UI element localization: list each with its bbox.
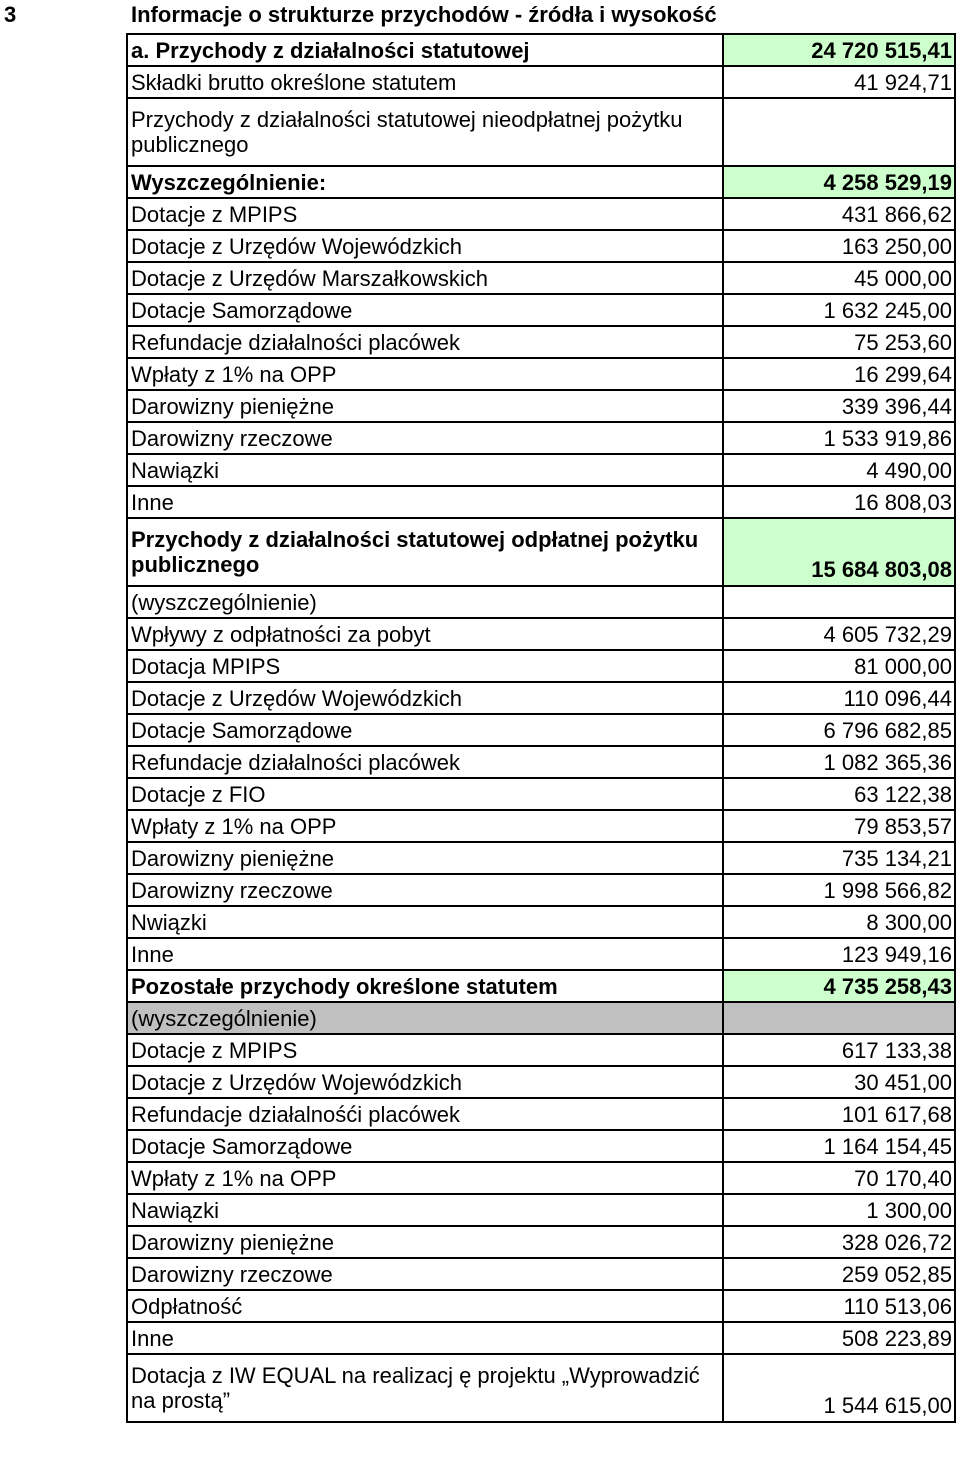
row-label: a. Przychody z działalności statutowej	[127, 34, 723, 66]
table-row	[127, 1066, 955, 1098]
row-label: Wyszczególnienie:	[127, 166, 723, 198]
table-row	[127, 1258, 955, 1290]
table-row	[127, 230, 955, 262]
row-value: 123 949,16	[723, 938, 955, 970]
row-value: 1 998 566,82	[723, 874, 955, 906]
table-row	[127, 198, 955, 230]
row-label: Dotacje z Urzędów Wojewódzkich	[127, 682, 723, 714]
table-row	[127, 874, 955, 906]
table-row	[127, 1290, 955, 1322]
row-label: Inne	[127, 938, 723, 970]
row-value: 24 720 515,41	[723, 34, 955, 66]
row-label: Odpłatność	[127, 1290, 723, 1322]
row-label: Dotacje z MPIPS	[127, 1034, 723, 1066]
row-label: Dotacje Samorządowe	[127, 294, 723, 326]
table-row	[127, 970, 955, 1002]
row-label: Refundacje działalności placówek	[127, 326, 723, 358]
row-value: 259 052,85	[723, 1258, 955, 1290]
row-label: Wpływy z odpłatności za pobyt	[127, 618, 723, 650]
table-row	[127, 938, 955, 970]
row-value: 8 300,00	[723, 906, 955, 938]
row-value: 4 605 732,29	[723, 618, 955, 650]
row-value: 110 513,06	[723, 1290, 955, 1322]
row-value: 1 544 615,00	[723, 1354, 955, 1422]
table-row	[127, 1322, 955, 1354]
row-label: Pozostałe przychody określone statutem	[127, 970, 723, 1002]
table-row	[127, 390, 955, 422]
row-label: Darowizny pieniężne	[127, 390, 723, 422]
row-value: 1 164 154,45	[723, 1130, 955, 1162]
row-label: Dotacje z Urzędów Marszałkowskich	[127, 262, 723, 294]
table-row	[127, 294, 955, 326]
table-row	[127, 810, 955, 842]
row-value: 735 134,21	[723, 842, 955, 874]
row-value: 328 026,72	[723, 1226, 955, 1258]
row-value: 63 122,38	[723, 778, 955, 810]
table-row	[127, 422, 955, 454]
row-value: 16 299,64	[723, 358, 955, 390]
row-value: 30 451,00	[723, 1066, 955, 1098]
row-value: 163 250,00	[723, 230, 955, 262]
row-label: Dotacje Samorządowe	[127, 714, 723, 746]
row-label: Nawiązki	[127, 454, 723, 486]
row-value: 110 096,44	[723, 682, 955, 714]
row-value: 431 866,62	[723, 198, 955, 230]
table-row	[127, 1162, 955, 1194]
row-value: 81 000,00	[723, 650, 955, 682]
table-row	[127, 166, 955, 198]
row-value: 41 924,71	[723, 66, 955, 98]
table-row	[127, 714, 955, 746]
row-label: Wpłaty z 1% na OPP	[127, 1162, 723, 1194]
table-row	[127, 66, 955, 98]
row-value: 70 170,40	[723, 1162, 955, 1194]
table-row	[127, 326, 955, 358]
table-row	[127, 586, 955, 618]
row-label: Składki brutto określone statutem	[127, 66, 723, 98]
row-value	[723, 1002, 955, 1034]
table-row	[127, 1034, 955, 1066]
section-number: 3	[4, 2, 17, 27]
row-label: Dotacje z FIO	[127, 778, 723, 810]
table-row	[127, 746, 955, 778]
table-row	[127, 1226, 955, 1258]
row-label: (wyszczególnienie)	[127, 1002, 723, 1034]
table-row	[127, 1098, 955, 1130]
row-value: 101 617,68	[723, 1098, 955, 1130]
table-row	[127, 1194, 955, 1226]
revenue-table	[126, 33, 956, 1423]
row-label: Dotacje Samorządowe	[127, 1130, 723, 1162]
table-row	[127, 1130, 955, 1162]
row-label: Darowizny pieniężne	[127, 1226, 723, 1258]
row-value: 339 396,44	[723, 390, 955, 422]
table-row	[127, 1002, 955, 1034]
row-label: Przychody z działalności statutowej nieodpłatnej pożytku publicznego	[127, 98, 723, 166]
row-label: Przychody z działalności statutowej odpłatnej pożytku publicznego	[127, 518, 723, 586]
table-row	[127, 358, 955, 390]
row-label: (wyszczególnienie)	[127, 586, 723, 618]
row-label: Darowizny pieniężne	[127, 842, 723, 874]
row-label: Darowizny rzeczowe	[127, 1258, 723, 1290]
table-row	[127, 1354, 955, 1422]
row-label: Inne	[127, 486, 723, 518]
section-title: Informacje o strukturze przychodów - źródła i wysokość	[131, 2, 717, 27]
table-row	[127, 262, 955, 294]
row-value: 1 300,00	[723, 1194, 955, 1226]
table-row	[127, 682, 955, 714]
row-label: Refundacje działalności placówek	[127, 746, 723, 778]
row-value: 4 735 258,43	[723, 970, 955, 1002]
row-value: 1 533 919,86	[723, 422, 955, 454]
row-label: Dotacje z MPIPS	[127, 198, 723, 230]
row-value: 617 133,38	[723, 1034, 955, 1066]
table-row	[127, 618, 955, 650]
row-label: Dotacje z Urzędów Wojewódzkich	[127, 1066, 723, 1098]
row-label: Darowizny rzeczowe	[127, 422, 723, 454]
row-label: Nawiązki	[127, 1194, 723, 1226]
table-row	[127, 842, 955, 874]
row-label: Inne	[127, 1322, 723, 1354]
table-row	[127, 454, 955, 486]
table-row	[127, 98, 955, 166]
row-label: Nwiązki	[127, 906, 723, 938]
table-row	[127, 34, 955, 66]
row-value: 1 632 245,00	[723, 294, 955, 326]
row-label: Dotacje z Urzędów Wojewódzkich	[127, 230, 723, 262]
table-row	[127, 650, 955, 682]
row-label: Wpłaty z 1% na OPP	[127, 810, 723, 842]
row-value: 75 253,60	[723, 326, 955, 358]
row-value	[723, 98, 955, 166]
table-row	[127, 778, 955, 810]
row-label: Wpłaty z 1% na OPP	[127, 358, 723, 390]
row-value	[723, 586, 955, 618]
row-label: Dotacja z IW EQUAL na realizacj ę projektu „Wyprowadzić na prostą”	[127, 1354, 723, 1422]
row-value: 508 223,89	[723, 1322, 955, 1354]
row-value: 6 796 682,85	[723, 714, 955, 746]
row-value: 79 853,57	[723, 810, 955, 842]
row-value: 16 808,03	[723, 486, 955, 518]
row-value: 1 082 365,36	[723, 746, 955, 778]
row-label: Dotacja MPIPS	[127, 650, 723, 682]
table-row	[127, 486, 955, 518]
row-value: 45 000,00	[723, 262, 955, 294]
row-label: Darowizny rzeczowe	[127, 874, 723, 906]
row-value: 15 684 803,08	[723, 518, 955, 586]
revenue-table-body	[127, 34, 955, 1422]
table-row	[127, 906, 955, 938]
table-row	[127, 518, 955, 586]
row-label: Refundacje działalnośći placówek	[127, 1098, 723, 1130]
row-value: 4 258 529,19	[723, 166, 955, 198]
row-value: 4 490,00	[723, 454, 955, 486]
